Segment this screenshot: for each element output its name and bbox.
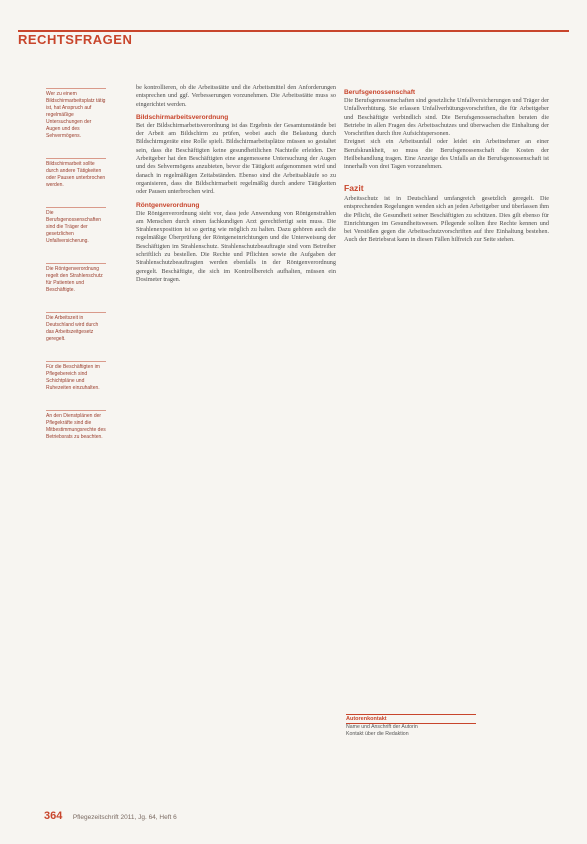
- intro-paragraph: be kontrollieren, ob die Arbeitsstätte und die Arbeitsmittel den Anforderungen entsprechen und ggf. Verbesserungen vorzunehmen. Die Arbeitsstätte muss so eingerichtet werden.: [136, 84, 336, 108]
- article-column-right: [344, 84, 549, 245]
- margin-note: Wer zu einem Bildschirmarbeitsplatz tätig ist, hat Anspruch auf regelmäßige Untersuchungen der Augen und des Sehvermögens.: [46, 88, 106, 140]
- subheading-roentgen: Röntgenverordnung: [136, 201, 200, 209]
- author-box-line: Name und Anschrift der Autorin: [346, 724, 418, 730]
- margin-note: Die Berufsgenossenschaften sind die Träger der gesetzlichen Unfallversicherung.: [46, 207, 106, 245]
- page-footer: [44, 806, 177, 824]
- section-header: RECHTSFRAGEN: [18, 32, 133, 47]
- paragraph-unfall: Ereignet sich ein Arbeitsunfall oder leidet ein Arbeitnehmer an einer Berufskrankheit, so muss die Berufsgenossenschaft die Kosten der Heilbehandlung tragen. Eine Anzeige des Unfalls an die Berufsgenossenschaft ist innerhalb von drei Tagen vorzunehmen.: [344, 138, 549, 171]
- author-contact-box: [346, 714, 476, 738]
- page-number: 364: [44, 810, 63, 822]
- paragraph-berufsgenossenschaft: Die Berufsgenossenschaften sind gesetzliche Unfallversicherungen und Träger der Unfallverhütung. Sie erlassen Unfallverhütungsvorschriften, die für Arbeitgeber und Beschäftigte verbindlich sind. Die Berufsgenossenschaften beraten die Betriebe in allen Fragen des Arbeitsschutzes und überwachen die Einhaltung der Vorschriften durch ihre Aufsichtspersonen.: [344, 97, 549, 138]
- paragraph-roentgen: Die Röntgenverordnung sieht vor, dass jede Anwendung von Röntgenstrahlen am Menschen durch einen fachkundigen Arzt gerechtfertigt sein muss. Die Strahlenexposition ist so gering wie möglich zu halten. Dazu gehören auch die regelmäßige Überprüfung der Röntgeneinrichtungen und die Unterweisung der Beschäftigten im Strahlenschutz. Strahlenschutzbeauftragte sind vom Betreiber schriftlich zu bestellen. Die Rechte und Pflichten sowie die Aufgaben der Strahlenschutzbeauftragten werden ebenfalls in der Röntgenverordnung geregelt. Beschäftigte, die sich im Kontrollbereich aufhalten, müssen ein Dosimeter tragen.: [136, 209, 336, 283]
- subheading-bildschirm: Bildschirmarbeitsverordnung: [136, 113, 229, 121]
- paragraph-bildschirm: Bei der Bildschirmarbeitsverordnung ist das Ergebnis der Gesamtumstände bei der Arbeit am Bildschirm zu prüfen, wobei auch die Belastung durch Bildschirmgeräte eine Rolle spielt. Bildschirmarbeitsplätze müssen so gestaltet sein, dass die Beschäftigten keine gesundheitlichen Nachteile erleiden. Der Arbeitgeber hat den Beschäftigten eine angemessene Untersuchung der Augen und des Sehvermögens anzubieten, bevor die Tätigkeit aufgenommen wird und danach in regelmäßigen Zeitabständen. Ebenso sind die Arbeitsabläufe so zu organisieren, dass die Bildschirmarbeit regelmäßig durch andere Tätigkeiten oder Pausen unterbrochen wird.: [136, 121, 336, 196]
- author-box-line: Kontakt über die Redaktion: [346, 731, 409, 737]
- margin-note: Die Arbeitszeit in Deutschland wird durch das Arbeitszeitgesetz geregelt.: [46, 312, 106, 343]
- journal-citation: Pflegezeitschrift 2011, Jg. 64, Heft 6: [72, 814, 177, 821]
- margin-note: An den Dienstplänen der Pflegekräfte sind die Mitbestimmungsrechte des Betriebsrats zu beachten.: [46, 410, 106, 441]
- margin-note: Für die Beschäftigten im Pflegebereich sind Schichtpläne und Ruhezeiten einzuhalten.: [46, 361, 106, 392]
- paragraph-fazit: Arbeitsschutz ist in Deutschland umfangreich gesetzlich geregelt. Die entsprechenden Regelungen wenden sich an jeden Arbeitgeber und überlassen ihm die Pflicht, die Gesundheit seiner Beschäftigten zu schützen. Dies gilt ebenso für Einrichtungen im Gesundheitswesen. Pflegende sollten ihre Rechte kennen und bei Verstößen gegen die Arbeitsschutzvorschriften auf ihre Einhaltung bestehen. Auch der Betriebsrat kann in diesen Fällen hilfreich zur Seite stehen.: [344, 194, 549, 244]
- margin-note: Die Röntgenverordnung regelt den Strahlenschutz für Patienten und Beschäftigte.: [46, 263, 106, 294]
- subheading-berufsgenossenschaft: Berufsgenossenschaft: [344, 89, 416, 96]
- author-box-title: Autorenkontakt: [346, 714, 476, 724]
- heading-fazit: Fazit: [344, 182, 364, 193]
- article-column-middle: [136, 84, 336, 284]
- margin-notes: [46, 88, 106, 459]
- margin-note: Bildschirmarbeit sollte durch andere Tätigkeiten oder Pausen unterbrochen werden.: [46, 158, 106, 189]
